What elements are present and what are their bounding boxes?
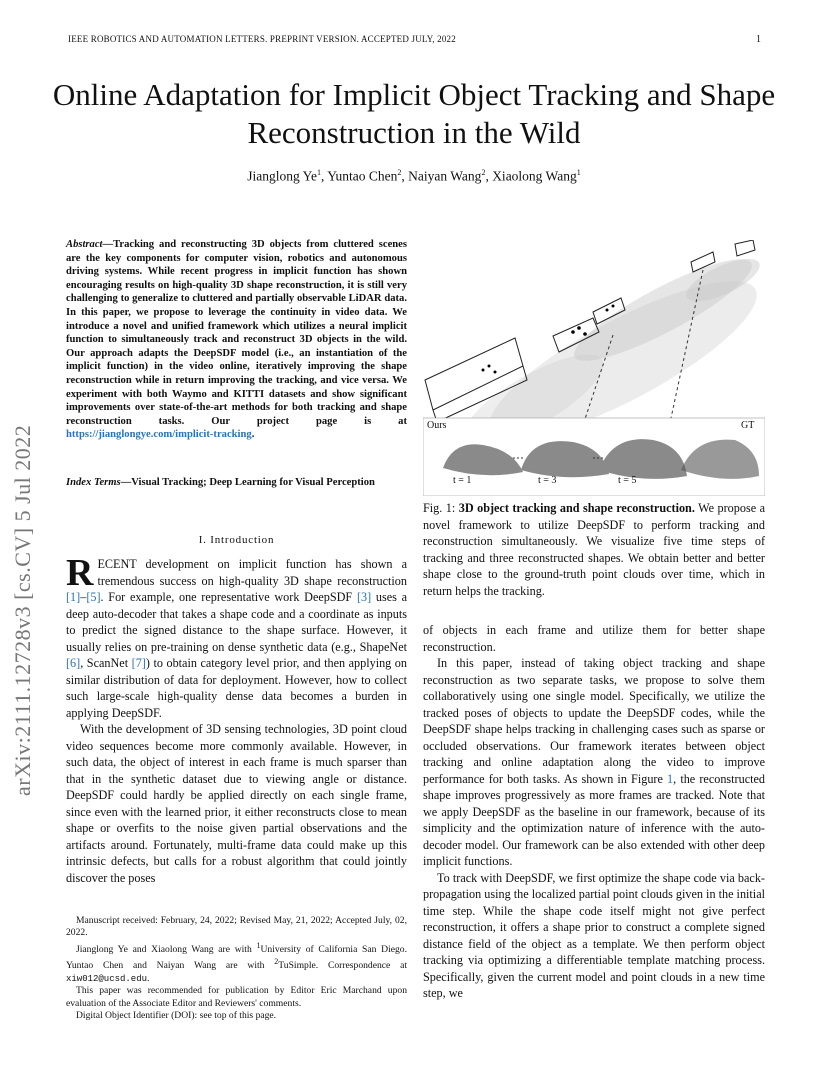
intro-paragraph-1: [66, 552, 407, 721]
author-affiliation: 2: [481, 168, 486, 177]
text-run: Jianglong Ye and Xiaolong Wang are with: [76, 944, 257, 955]
citation-link[interactable]: [6]: [66, 656, 81, 670]
drop-cap: R: [66, 552, 94, 594]
label-gt: GT: [741, 420, 755, 431]
label-step: t = 1: [453, 475, 472, 486]
right-paragraph-0: of objects in each frame and utilize them for better shape reconstruction.: [423, 623, 765, 654]
text-run: –: [80, 590, 87, 604]
author-affiliation: 2: [397, 168, 402, 177]
author-affiliation: 1: [317, 168, 322, 177]
text-run: TuSimple. Correspondence at: [278, 960, 407, 972]
index-terms-label: Index Terms: [66, 477, 121, 488]
citation-link[interactable]: [7]: [131, 656, 146, 670]
author-name: Xiaolong Wang: [492, 168, 577, 184]
introduction-body: [66, 552, 407, 886]
author-list: Jianglong Ye$^1$, Yuntao Chen$^2$, Naiyan Wang$^2$, Xiaolong Wang$^1$: [247, 168, 581, 184]
text-run: uses a deep auto-decoder that takes a shape code and a coordinate as inputs to predict the signed distance to the shape surface. However, it usually relies on pre-training on dense synthetic data (e.g., ShapeNet: [66, 590, 407, 654]
arxiv-stamp-text: arXiv:2111.12728v3 [cs.CV] 5 Jul 2022: [10, 424, 35, 796]
label-step: t = 5: [618, 475, 637, 486]
paper-title: Online Adaptation for Implicit Object Tracking and Shape Reconstruction in the Wild: [52, 77, 776, 150]
figure-caption: [423, 500, 765, 599]
figure-1: [423, 240, 765, 496]
reconstructed-shapes: [443, 439, 687, 479]
footnotes: [66, 915, 407, 1023]
caption-text: We propose a novel framework to utilize DeepSDF to perform tracking and reconstruction simultaneously. We visualize five time steps of tracking and three reconstructed shapes. We obtain better and better shape close to the ground-truth point clouds over time, which in return helps the tracking.: [423, 501, 765, 598]
right-paragraph-1: [423, 655, 765, 870]
project-page-link[interactable]: https://jianglongye.com/implicit-tracking: [66, 429, 252, 441]
label-ours: Ours: [427, 420, 447, 431]
text-run: , the reconstructed shape improves progressively as more frames are tracked. Note that we apply DeepSDF as the baseline in our framework, because of its simplicity and the optimization nature of inference with the auto-decoder model. Our framework can be also extended with other deep implicit functions.: [423, 771, 765, 868]
page-number: 1: [756, 34, 761, 45]
text-run: In this paper, instead of taking object tracking and shape reconstruction as two separate tasks, we propose to solve them collaboratively using one single model. Specifically, we utilize the tracked poses of objects to update the DeepSDF codes, while the DeepSDF shape helps tracking in challenging cases such as sparse or occluded observations. Our framework iterates between object tracking and online adaptation along the video to improve performance for both tasks. As shown in Figure: [423, 656, 765, 786]
figure-1-illustration: [423, 240, 765, 496]
citation-link[interactable]: [3]: [356, 590, 372, 604]
text-run: , ScanNet: [80, 656, 132, 670]
abstract-label: Abstract: [66, 239, 103, 250]
text-run: ECENT development on implicit function has shown a tremendous success on high-quality 3D shape reconstruction: [97, 557, 407, 588]
affiliation-mark: 1: [256, 940, 261, 950]
text-run: University of California San Diego. Yuntao Chen and Naiyan Wang are with: [66, 944, 407, 972]
author-name: Naiyan Wang: [408, 168, 482, 184]
email-address[interactable]: xiw012@ucsd.edu: [66, 974, 148, 984]
abstract: [66, 238, 407, 442]
citation-link[interactable]: [5]: [86, 590, 101, 604]
abstract-text: —Tracking and reconstructing 3D objects from cluttered scenes are the key components for computer vision, robotics and autonomous driving systems. While recent progress in implicit function has shown encouraging results on high-quality 3D shape reconstruction, it is still very challenging to generalize to cluttered and partially observable LiDAR data. In this paper, we propose to leverage the continuity in video data. We introduce a novel and unified framework which utilizes a neural implicit function to simultaneously track and reconstruct 3D objects in the wild. Our approach adapts the DeepSDF model (i.e., an instantiation of the implicit function) in the video online, iteratively improving the shape reconstruction while in return improving the tracking, and vice versa. We experiment with both Waymo and KITTI datasets and show significant improvements over state-of-the-art methods for both tracking and shape reconstruction tasks. Our project page is at: [66, 239, 407, 427]
abstract-end: .: [251, 429, 255, 441]
label-step: t = 3: [538, 475, 557, 486]
index-terms-text: —Visual Tracking; Deep Learning for Visual Perception: [120, 477, 375, 488]
arxiv-stamp: [4, 300, 44, 800]
footnote-manuscript: Manuscript received: February, 24, 2022; Revised May, 21, 2022; Accepted July, 02, 2022.: [66, 915, 407, 939]
index-terms: [66, 476, 407, 490]
affiliation-mark: 2: [274, 957, 279, 967]
right-column-body: [423, 622, 765, 1002]
citation-link[interactable]: [1]: [66, 590, 81, 604]
author-affiliation: 1: [576, 168, 581, 177]
caption-label: Fig. 1:: [423, 501, 459, 515]
right-paragraph-2: To track with DeepSDF, we first optimize the shape code via back-propagation using the localized partial point clouds given in the initial time step. While the shape code itself might not give perfect reconstruction, it offers a shape prior to construct a complete signed distance field of the object as a template. We then perform object tracking via optimizing a differentiable template matching process. Specifically, given the current model and point clouds in a new time step, we: [423, 870, 765, 1000]
caption-title: 3D object tracking and shape reconstruction.: [458, 501, 695, 515]
running-header: IEEE ROBOTICS AND AUTOMATION LETTERS. PREPRINT VERSION. ACCEPTED JULY, 2022: [68, 34, 456, 44]
text-run: . For example, one representative work DeepSDF: [100, 590, 357, 604]
text-run: ) to obtain category level prior, and then applying on similar distribution of data for deployment. However, how to collect such large-scale high-quality dense data becomes a burden in applying DeepSDF.: [66, 656, 407, 720]
footnote-doi: Digital Object Identifier (DOI): see top of this page.: [76, 1010, 277, 1022]
footnote-editor: This paper was recommended for publication by Editor Eric Marchand upon evaluation of the Associate Editor and Reviewers' comments.: [66, 985, 407, 1009]
author-name: Jianglong Ye: [247, 168, 318, 184]
author-name: Yuntao Chen: [327, 168, 398, 184]
text-run: .: [147, 973, 150, 984]
intro-paragraph-2: With the development of 3D sensing technologies, 3D point cloud video sequences become more commonly available. However, in such data, the object of interest in each frame is much sparser than that in the synthetic dataset due to viewing angle or distance. DeepSDF could hardly be applied directly on each single frame, since even with the learned prior, it either reconstructs close to mean shape or overfits to the noise given partial observations and the artifacts around. Fortunately, multi-frame data could make up this intrinsic defects, but calls for a robust algorithm that could jointly discover the poses: [66, 722, 407, 885]
footnote-affiliations: [66, 940, 407, 986]
figure-reference-link[interactable]: 1: [667, 771, 674, 786]
section-heading: I. Introduction: [198, 534, 275, 546]
